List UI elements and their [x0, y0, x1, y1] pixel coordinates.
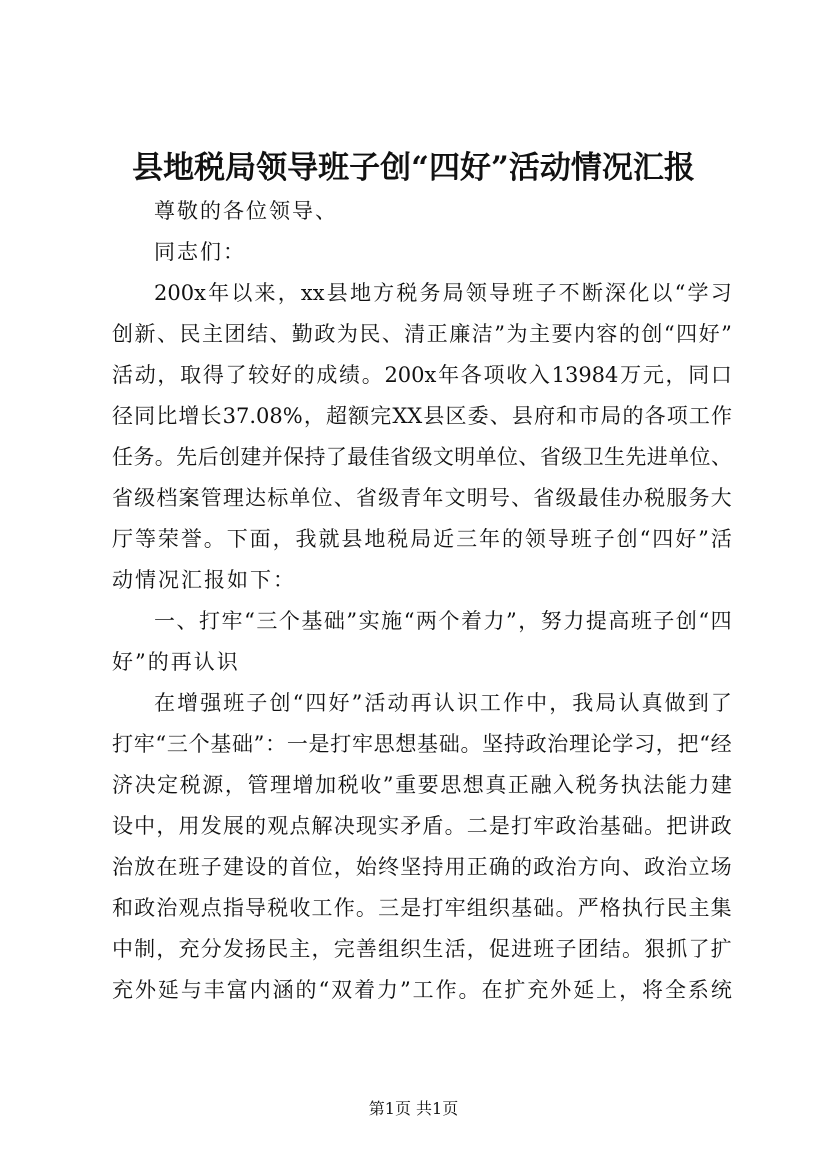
paragraph-line: 厅 等 荣 誉 。 下 面 ， 我 就 县 地 税 局 近 三 年 的 领 导 班 子 创 “ 四 好 ” 活	[112, 527, 732, 551]
paragraph-line: 充 外 延 与 丰 富 内 涵 的 “ 双 着 力 ” 工 作 。 在 扩 充 外 延 上 ， 将 全 系 统	[112, 978, 732, 1002]
paragraph-line: 好 ” 的 再 认 识	[112, 650, 238, 674]
paragraph-line: 200x 年 以 来 ， xx 县 地 方 税 务 局 领 导 班 子 不 断 深 化 以 “ 学 习	[154, 281, 732, 305]
paragraph-line: 活 动 ， 取 得 了 较 好 的 成 绩 。 200x 年 各 项 收 入 13984 万 元 ， 同 口	[112, 363, 732, 387]
paragraph-line: 任 务 。 先 后 创 建 并 保 持 了 最 佳 省 级 文 明 单 位 、 省 级 卫 生 先 进 单 位 、	[112, 445, 732, 469]
paragraph-line: 在 增 强 班 子 创 “ 四 好 ” 活 动 再 认 识 工 作 中 ， 我 局 认 真 做 到 了	[154, 691, 732, 715]
paragraph-line: 中 制 ， 充 分 发 扬 民 主 ， 完 善 组 织 生 活 ， 促 进 班 子 团 结 。 狠 抓 了 扩	[112, 937, 732, 961]
paragraph-line: 设 中 ， 用 发 展 的 观 点 解 决 现 实 矛 盾 。 二 是 打 牢 政 治 基 础 。 把 讲 政	[112, 814, 732, 838]
paragraph-line: 省 级 档 案 管 理 达 标 单 位 、 省 级 青 年 文 明 号 、 省 级 最 佳 办 税 服 务 大	[112, 486, 732, 510]
paragraph-line: 济 决 定 税 源 ， 管 理 增 加 税 收 ” 重 要 思 想 真 正 融 入 税 务 执 法 能 力 建	[112, 773, 732, 797]
paragraph-line: 一 、 打 牢 “ 三 个 基 础 ” 实 施 “ 两 个 着 力 ” ， 努 力 提 高 班 子 创 “ 四	[154, 609, 732, 633]
paragraph-line: 尊 敬 的 各 位 领 导 、	[154, 199, 336, 223]
paragraph-line: 创 新 、 民 主 团 结 、 勤 政 为 民 、 清 正 廉 洁 ” 为 主 要 内 容 的 创 “ 四 好 ”	[112, 322, 732, 346]
page-footer: 第1页 共1页	[368, 1099, 459, 1118]
paragraph-line: 打 牢 “ 三 个 基 础 ” ： 一 是 打 牢 思 想 基 础 。 坚 持 政 治 理 论 学 习 ， 把 “ 经	[112, 732, 732, 756]
paragraph-line: 同 志 们 ：	[154, 240, 244, 264]
document-title: 县地税局领导班子创“四好”活动情况汇报	[132, 150, 695, 186]
paragraph-line: 和 政 治 观 点 指 导 税 收 工 作 。 三 是 打 牢 组 织 基 础 。 严 格 执 行 民 主 集	[112, 896, 732, 920]
paragraph-line: 动 情 况 汇 报 如 下 ：	[112, 568, 294, 592]
document-body	[112, 191, 732, 1011]
paragraph-line: 治 放 在 班 子 建 设 的 首 位 ， 始 终 坚 持 用 正 确 的 政 治 方 向 、 政 治 立 场	[112, 855, 732, 879]
paragraph-line: 径 同 比 增 长 37.08% ， 超 额 完 XX 县 区 委 、 县 府 和 市 局 的 各 项 工 作	[112, 404, 732, 428]
